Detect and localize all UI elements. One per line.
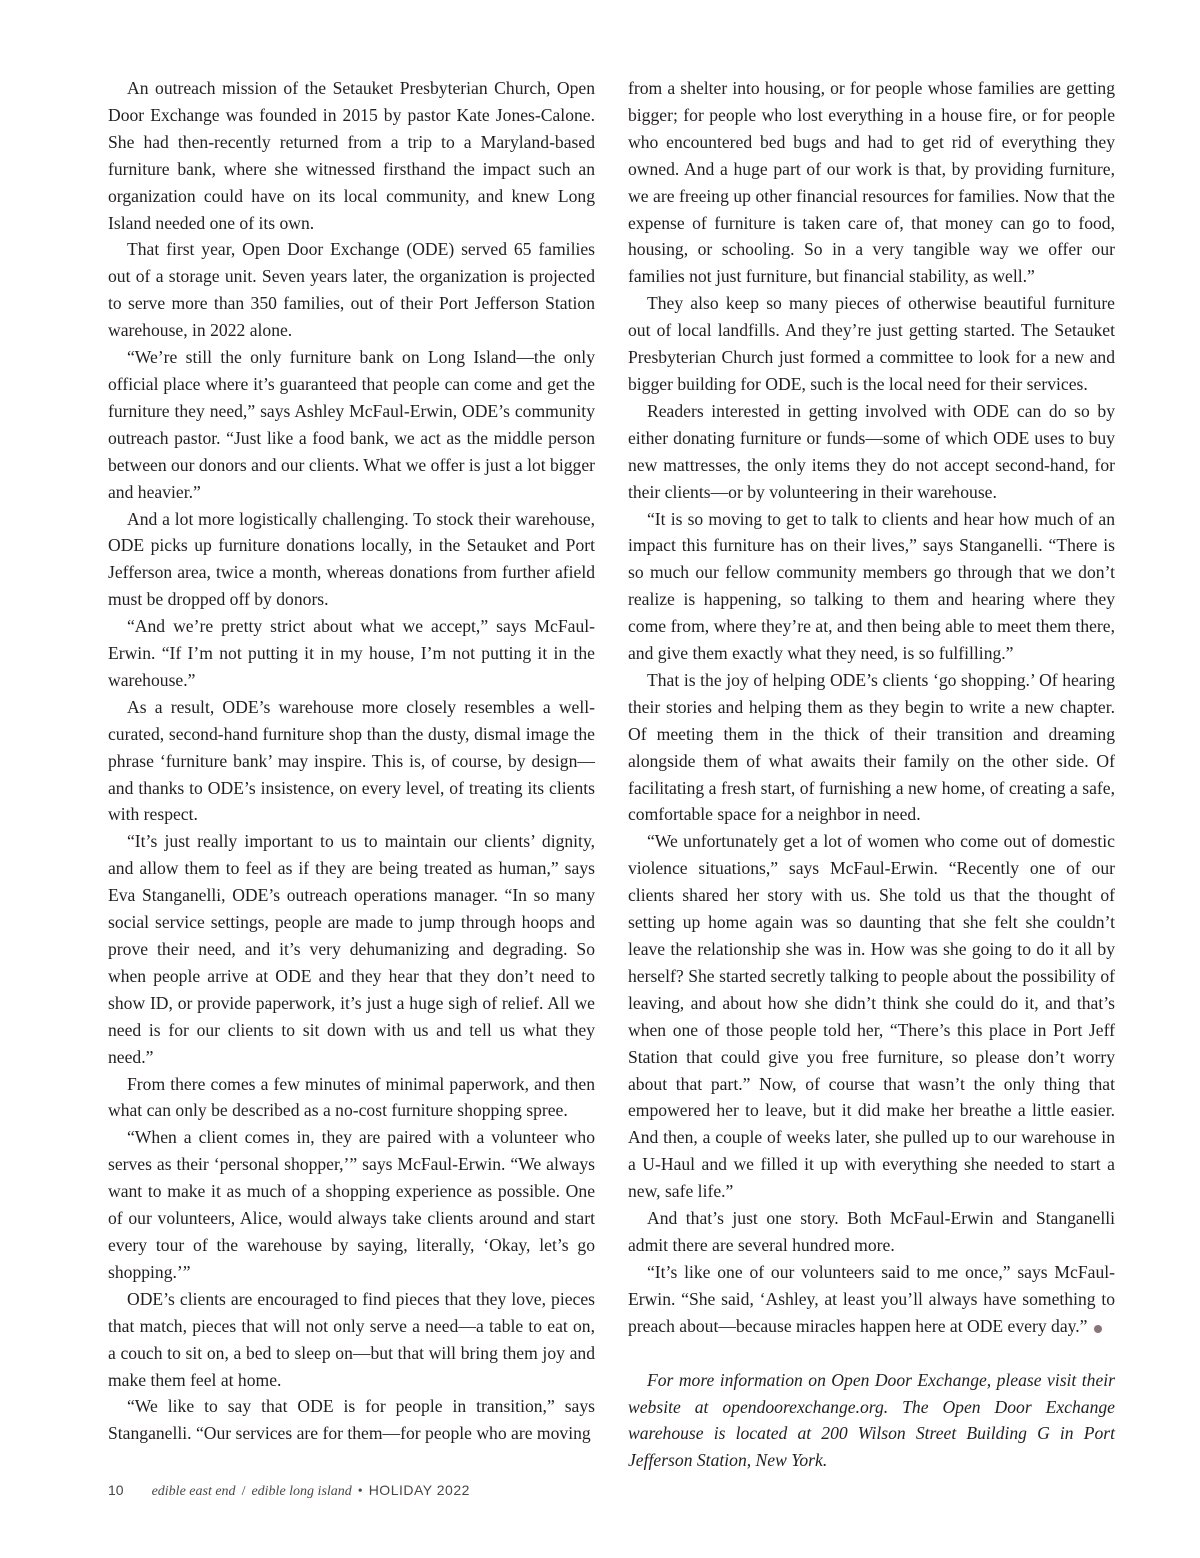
page-footer (108, 1482, 470, 1500)
paragraph: “We like to say that ODE is for people in transition,” says Stanganelli. “Our services are for them—for people who are moving (108, 1396, 595, 1444)
paragraph: “It’s just really important to us to maintain our clients’ dignity, and allow them to feel as if they are being treated as human,” says Eva Stanganelli, ODE’s outreach operations manager. “In so many social service settings, people are made to jump through hoops and prove their need, and it’s very dehumanizing and degrading. So when people arrive at ODE and they hear that they don’t need to show ID, or provide paperwork, it’s just a huge sigh of relief. All we need is for our clients to sit down with us and tell us what they need.” (108, 831, 595, 1067)
paragraph: They also keep so many pieces of otherwise beautiful furniture out of local landfills. And they’re just getting started. The Setauket Presbyterian Church just formed a committee to look for a new and bigger building for ODE, such is the local need for their services. (628, 293, 1115, 394)
paragraph: “We’re still the only furniture bank on Long Island—the only official place where it’s guaranteed that people can come and get the furniture they need,” says Ashley McFaul-Erwin, ODE’s community outreach pastor. “Just like a food bank, we act as the middle person between our donors and our clients. What we offer is just a lot bigger and heavier.” (108, 347, 595, 502)
paragraph: As a result, ODE’s warehouse more closely resembles a well-curated, second-hand furniture shop than the dusty, dismal image the phrase ‘furniture bank’ may inspire. This is, of course, by design—and thanks to ODE’s insistence, on every level, of treating its clients with respect. (108, 696, 595, 825)
info-note: For more information on Open Door Exchange, please visit their website at opendoorexchange.org. The Open Door Exchange warehouse is located at 200 Wilson Street Building G in Port Jefferson Station, New York. (628, 1369, 1115, 1471)
magazine-name-east-end: edible east end (151, 1484, 236, 1499)
paragraph: ODE’s clients are encouraged to find pieces that they love, pieces that match, pieces that will not only serve a need—a table to eat on, a couch to sit on, a bed to sleep on—but that will bring them joy and make them feel at home. (108, 1288, 595, 1390)
paragraph: Readers interested in getting involved with ODE can do so by either donating furniture or funds—some of which ODE uses to buy new mattresses, the only items they do not accept second-hand, for their clients—or by volunteering in their warehouse. (628, 400, 1115, 502)
paragraph: That first year, Open Door Exchange (ODE) served 65 families out of a storage unit. Seven years later, the organization is projected to serve more than 350 families, out of their Port Jefferson Station warehouse, in 2022 alone. (108, 239, 595, 341)
footer-slash: / (241, 1484, 246, 1499)
issue-label: HOLIDAY 2022 (368, 1482, 470, 1498)
magazine-name-long-island: edible long island (251, 1484, 352, 1499)
paragraph: And a lot more logistically challenging. To stock their warehouse, ODE picks up furniture donations locally, in the Setauket and Port Jefferson area, twice a month, whereas donations from further afield must be dropped off by donors. (108, 508, 595, 610)
paragraph: “We unfortunately get a lot of women who come out of domestic violence situations,” says McFaul-Erwin. “Recently one of our clients shared her story with us. She told us that the thought of setting up home again was so daunting that she felt she couldn’t leave the relationship she was in. How was she going to do it all by herself? She started secretly talking to people about the possibility of leaving, and about how she didn’t think she could do it, and that’s when one of those people told her, “There’s this place in Port Jeff Station that could give you free furniture, so please don’t worry about that part.” Now, of course that wasn’t the only thing that empowered her to leave, but it did make her breathe a little easier. And then, a couple of weeks later, she pulled up to our warehouse in a U-Haul and we filled it up with everything she needed to start a new, safe life.” (628, 831, 1115, 1202)
paragraph: “When a client comes in, they are paired with a volunteer who serves as their ‘personal shopper,’” says McFaul-Erwin. “We always want to make it as much of a shopping experience as possible. One of our volunteers, Alice, would always take clients around and start every tour of the warehouse by saying, literally, ‘Okay, let’s go shopping.’” (108, 1127, 595, 1282)
article-column-left (108, 75, 595, 1447)
paragraph: An outreach mission of the Setauket Presbyterian Church, Open Door Exchange was founded in 2015 by pastor Kate Jones-Calone. She had then-recently returned from a trip to a Maryland-based furniture bank, where she witnessed firsthand the impact such an organization could have on its local community, and knew Long Island needed one of its own. (108, 78, 595, 233)
footer-bullet: • (357, 1484, 363, 1499)
paragraph: And that’s just one story. Both McFaul-Erwin and Stanganelli admit there are several hundred more. (628, 1208, 1115, 1255)
final-paragraph-text: “It’s like one of our volunteers said to me once,” says McFaul-Erwin. “She said, ‘Ashley, at least you’ll always have something to preach about—because miracles happen here at ODE every day.” (628, 1261, 1115, 1336)
end-of-article-dot-icon (1094, 1325, 1102, 1333)
paragraph-continuation: from a shelter into housing, or for people whose families are getting bigger; for people who lost everything in a house fire, or for people who encountered bed bugs and had to get rid of everything they owned. And a huge part of our work is that, by providing furniture, we are freeing up other financial resources for families. Now that the expense of furniture is taken care of, that money can go to food, housing, or schooling. So in a very tangible way we offer our families not just furniture, but financial stability, as well.” (628, 78, 1115, 287)
page-number: 10 (108, 1482, 124, 1498)
article-column-right (628, 75, 1115, 1474)
paragraph: From there comes a few minutes of minimal paperwork, and then what can only be described as a no-cost furniture shopping spree. (108, 1073, 595, 1121)
paragraph: “It is so moving to get to talk to clients and hear how much of an impact this furniture has on their lives,” says Stanganelli. “There is so much our fellow community members go through that we don’t realize is happening, so talking to them and hearing where they come from, where they’re at, and then being able to meet them there, and give them exactly what they need, is so fulfilling.” (628, 508, 1115, 664)
paragraph-spacer (628, 1340, 1115, 1367)
final-paragraph (628, 1259, 1115, 1340)
paragraph: That is the joy of helping ODE’s clients ‘go shopping.’ Of hearing their stories and helping them as they begin to write a new chapter. Of meeting them in the thick of their transition and dreaming alongside them of what awaits their family on the other side. Of facilitating a fresh start, of furnishing a new home, of creating a safe, comfortable space for a neighbor in need. (628, 669, 1115, 825)
paragraph: “And we’re pretty strict about what we accept,” says McFaul-Erwin. “If I’m not putting it in my house, I’m not putting it in the warehouse.” (108, 616, 595, 690)
